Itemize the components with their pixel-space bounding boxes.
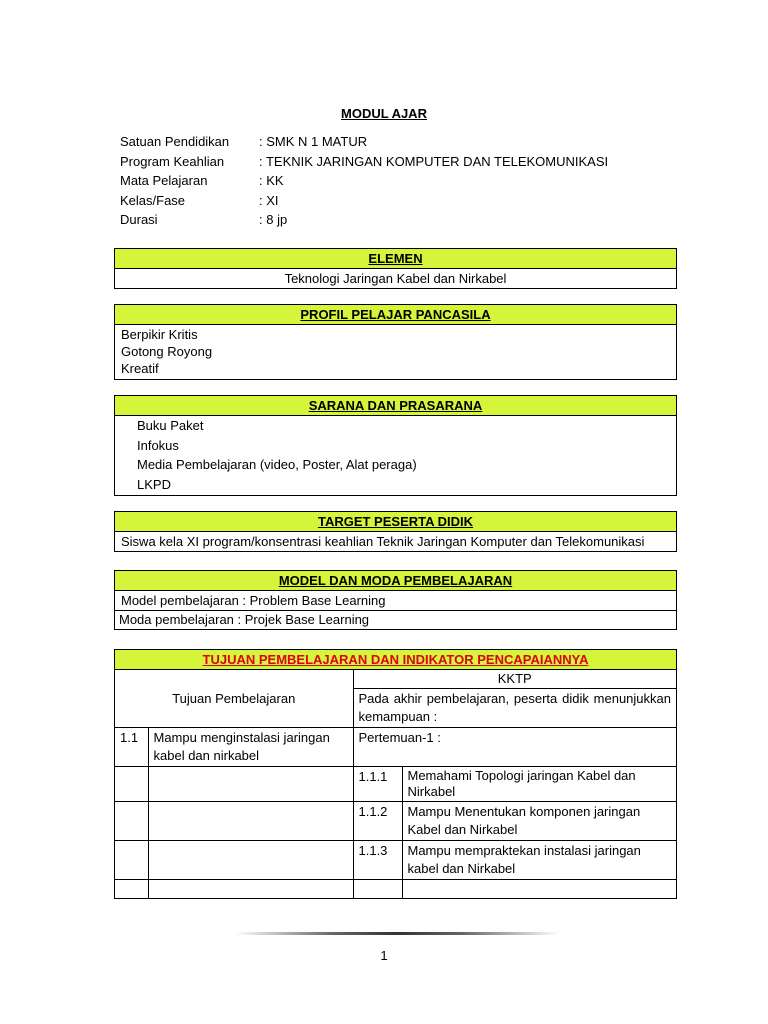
- info-value: : KK: [259, 173, 284, 188]
- model-item: Model pembelajaran : Problem Base Learning: [121, 593, 386, 608]
- elemen-section: [114, 248, 677, 289]
- profil-heading: PROFIL PELAJAR PANCASILA: [115, 305, 676, 325]
- empty-cell: [115, 841, 148, 880]
- elemen-heading: ELEMEN: [115, 249, 676, 269]
- footer-divider: [235, 932, 560, 935]
- model-section: [114, 570, 677, 630]
- page-number: 1: [380, 948, 388, 963]
- info-row: [120, 210, 608, 230]
- target-heading: TARGET PESERTA DIDIK: [115, 512, 676, 532]
- empty-cell: [148, 841, 353, 880]
- indicator-number: 1.1.2: [353, 802, 402, 841]
- info-label: Program Keahlian: [120, 153, 225, 169]
- info-label: Satuan Pendidikan: [120, 134, 230, 149]
- info-row: [120, 152, 608, 172]
- info-label: Kelas/Fase: [120, 192, 186, 208]
- table-row: [115, 880, 676, 899]
- indicator-text: Mampu mempraktekan instalasi jaringan kabel dan Nirkabel: [402, 841, 676, 880]
- info-row: [120, 132, 608, 152]
- col-kktp: KKTP: [353, 670, 676, 689]
- table-row: [115, 728, 676, 767]
- sarana-item: LKPD: [137, 476, 171, 492]
- col-tujuan-pembelajaran: Tujuan Pembelajaran: [115, 670, 353, 728]
- profil-section: [114, 304, 677, 380]
- sarana-section: [114, 395, 677, 496]
- tujuan-section: [114, 649, 677, 899]
- info-row: [120, 171, 608, 191]
- document-title: MODUL AJAR: [341, 106, 427, 121]
- empty-cell: [148, 802, 353, 841]
- target-content: Siswa kela XI program/konsentrasi keahlian Teknik Jaringan Komputer dan Telekomunikasi: [121, 534, 645, 549]
- profil-item: Gotong Royong: [121, 344, 213, 359]
- table-row: [115, 841, 676, 880]
- info-value: : XI: [259, 192, 279, 208]
- indicator-number: 1.1.3: [353, 841, 402, 880]
- empty-cell: [115, 767, 148, 802]
- sarana-heading: SARANA DAN PRASARANA: [115, 396, 676, 416]
- empty-cell: [115, 802, 148, 841]
- info-label: Durasi: [120, 212, 158, 227]
- tujuan-heading: TUJUAN PEMBELAJARAN DAN INDIKATOR PENCAPAIANNYA: [115, 650, 676, 670]
- table-row: [115, 802, 676, 841]
- indicator-text: Mampu Menentukan komponen jaringan Kabel dan Nirkabel: [402, 802, 676, 841]
- empty-cell: [115, 880, 148, 899]
- table-row: [115, 670, 676, 689]
- pertemuan-label: Pertemuan-1 :: [353, 728, 676, 767]
- kktp-description: Pada akhir pembelajaran, peserta didik menunjukkan kemampuan :: [353, 689, 676, 728]
- sarana-item: Buku Paket: [137, 418, 204, 433]
- info-row: [120, 191, 608, 211]
- target-section: [114, 511, 677, 552]
- table-row: [115, 767, 676, 802]
- sarana-item: Infokus: [137, 437, 179, 453]
- empty-cell: [148, 880, 353, 899]
- tujuan-table: [115, 670, 676, 898]
- info-value: : 8 jp: [259, 212, 288, 227]
- indicator-number: 1.1.1: [353, 767, 402, 802]
- empty-cell: [353, 880, 402, 899]
- info-label: Mata Pelajaran: [120, 173, 208, 188]
- profil-item: Berpikir Kritis: [121, 327, 198, 342]
- model-heading: MODEL DAN MODA PEMBELAJARAN: [115, 571, 676, 591]
- empty-cell: [402, 880, 676, 899]
- empty-cell: [148, 767, 353, 802]
- tp-number: 1.1: [115, 728, 148, 767]
- info-value: : SMK N 1 MATUR: [259, 134, 368, 149]
- info-value: : TEKNIK JARINGAN KOMPUTER DAN TELEKOMUNIKASI: [259, 153, 609, 169]
- info-block: [120, 132, 608, 230]
- tp-text: Mampu menginstalasi jaringan kabel dan nirkabel: [148, 728, 353, 767]
- sarana-item: Media Pembelajaran (video, Poster, Alat peraga): [137, 457, 417, 472]
- model-item: Moda pembelajaran : Projek Base Learning: [115, 610, 676, 629]
- indicator-text: Memahami Topologi jaringan Kabel dan Nirkabel: [402, 767, 676, 802]
- elemen-content: Teknologi Jaringan Kabel dan Nirkabel: [284, 271, 507, 286]
- profil-item: Kreatif: [121, 361, 159, 376]
